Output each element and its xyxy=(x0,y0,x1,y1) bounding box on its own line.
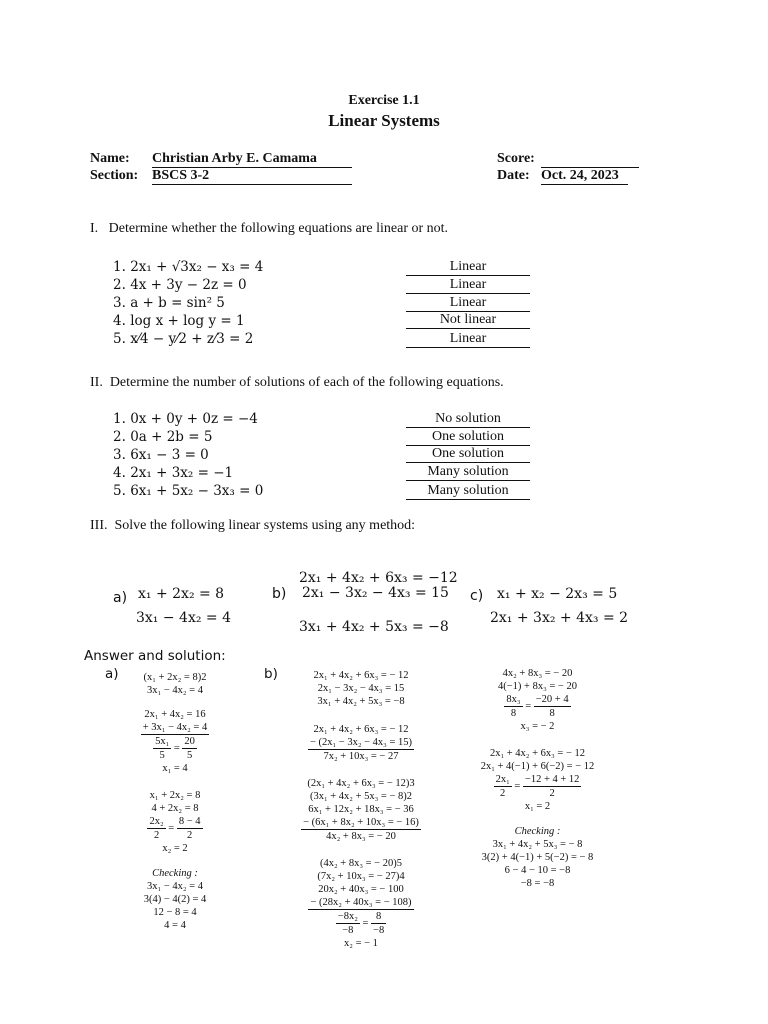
equation: 2x₁ + 3x₂ = −1 xyxy=(130,465,234,481)
part1-item-4 xyxy=(113,313,245,329)
step: 3x₁ + 4x₂ + 5x₃ = − 8 xyxy=(492,839,583,850)
item-number: 1. xyxy=(113,411,126,427)
step: 6 − 4 − 10 = −8 xyxy=(504,865,571,876)
step: (3x₁ + 4x₂ + 5x₃ = − 8)2 xyxy=(309,791,413,802)
system-c-eq2: 2x₁ + 3x₂ + 4x₃ = 2 xyxy=(490,610,629,626)
system-b-eq2: 2x₁ − 3x₂ − 4x₃ = 15 xyxy=(302,585,449,601)
fraction-step: $\frac{\text{2x₁}}{2}$ = $\frac{-12 + 4 + 12}{2}$ xyxy=(495,774,580,799)
equation: 2x₁ + √3x₂ − x₃ = 4 xyxy=(130,259,264,275)
part1-answer-4: Not linear xyxy=(406,312,530,329)
section-label: Section: xyxy=(90,168,139,183)
step: 2x₁ + 4(−1) + 6(−2) = − 12 xyxy=(480,761,595,772)
step: 12 − 8 = 4 xyxy=(153,907,197,918)
item-number: 5. xyxy=(113,483,126,499)
solution-b-label: b) xyxy=(264,666,278,682)
step: 3(4) − 4(2) = 4 xyxy=(143,894,207,905)
item-number: 2. xyxy=(113,277,126,293)
part3-instruction: III. Solve the following linear systems using any method: xyxy=(90,518,416,533)
step: x₁ + 2x₂ = 8 xyxy=(149,790,201,801)
fraction-step: $\frac{\text{2x₂}}{2}$ = $\frac{8 - 4}{2}$ xyxy=(149,816,201,841)
step: − (28x₂ + 40x₃ = − 108) xyxy=(310,897,412,908)
equation: 4x + 3y − 2z = 0 xyxy=(130,277,247,293)
system-a-label: a) xyxy=(113,590,128,606)
item-number: 3. xyxy=(113,447,126,463)
result: x₁ = 4 xyxy=(162,763,188,774)
result: x₃ = − 2 xyxy=(520,721,555,732)
step: − (6x₁ + 8x₂ + 10x₃ = − 16) xyxy=(303,817,419,828)
step: 6x₁ + 12x₂ + 18x₃ = − 36 xyxy=(308,804,414,815)
part1-answer-5: Linear xyxy=(406,331,530,348)
system-b-label: b) xyxy=(272,586,287,602)
part1-instruction: I. Determine whether the following equations are linear or not. xyxy=(90,221,449,236)
fraction-step: $\frac{\text{5x₁}}{5}$ = $\frac{20}{5}$ xyxy=(155,736,195,761)
section-value: BSCS 3-2 xyxy=(152,168,352,185)
item-number: 5. xyxy=(113,331,126,347)
solution-c-work xyxy=(455,667,620,890)
step: 3(2) + 4(−1) + 5(−2) = − 8 xyxy=(481,852,594,863)
equation: 6x₁ − 3 = 0 xyxy=(130,447,209,463)
step: 3x₁ − 4x₂ = 4 xyxy=(147,685,203,696)
step: 4x₂ + 8x₃ = − 20 xyxy=(502,668,573,679)
date-value: Oct. 24, 2023 xyxy=(541,168,628,185)
name-label: Name: xyxy=(90,151,130,166)
part2-item-1 xyxy=(113,411,258,427)
result: x₁ = 2 xyxy=(524,801,551,812)
equation: log x + log y = 1 xyxy=(130,313,245,329)
step: (x₁ + 2x₂ = 8)2 xyxy=(143,672,207,683)
system-b-eq1: 2x₁ + 4x₂ + 6x₃ = −12 xyxy=(299,570,458,586)
page-title: Linear Systems xyxy=(328,111,440,130)
item-number: 4. xyxy=(113,465,126,481)
result: x₂ = 2 xyxy=(162,843,188,854)
part1-item-3 xyxy=(113,295,225,311)
part1-answer-1: Linear xyxy=(406,259,530,276)
part2-answer-5: Many solution xyxy=(406,483,530,500)
step: 4 + 2x₂ = 8 xyxy=(151,803,199,814)
equation: 6x₁ + 5x₂ − 3x₃ = 0 xyxy=(130,483,264,499)
part2-answer-1: No solution xyxy=(406,411,530,428)
part1-item-1 xyxy=(113,259,263,275)
item-number: 3. xyxy=(113,295,126,311)
item-number: 4. xyxy=(113,313,126,329)
date-label: Date: xyxy=(497,168,530,183)
step: (2x₁ + 4x₂ + 6x₃ = − 12)3 xyxy=(307,778,415,789)
step: 2x₁ + 4x₂ = 16 xyxy=(144,709,206,720)
equation: 0x + 0y + 0z = −4 xyxy=(130,411,258,427)
part2-answer-4: Many solution xyxy=(406,464,530,481)
item-number: 1. xyxy=(113,259,126,275)
part2-item-2 xyxy=(113,429,212,445)
part2-item-4 xyxy=(113,465,233,481)
equation: 0a + 2b = 5 xyxy=(130,429,213,445)
fraction-step: $\frac{\text{−8x₂}}{-8}$ = $\frac{8}{-8}$ xyxy=(337,911,385,936)
step: 2x₁ + 4x₂ + 6x₃ = − 12 xyxy=(313,724,409,735)
step: + 3x₁ − 4x₂ = 4 xyxy=(142,722,208,733)
exercise-number: Exercise 1.1 xyxy=(348,93,420,108)
result: 4x₂ + 8x₃ = − 20 xyxy=(326,831,396,842)
part1-item-2 xyxy=(113,277,247,293)
step: 2x₁ + 4x₂ + 6x₃ = − 12 xyxy=(489,748,586,759)
step: 3x₁ − 4x₂ = 4 xyxy=(147,881,203,892)
step: 2x₁ + 4x₂ + 6x₃ = − 12 xyxy=(313,670,409,681)
part2-instruction: II. Determine the number of solutions of each of the following equations. xyxy=(90,375,504,390)
system-a-eq2: 3x₁ − 4x₂ = 4 xyxy=(136,610,231,626)
step: 3x₁ + 4x₂ + 5x₃ = −8 xyxy=(317,696,405,707)
solution-b-work xyxy=(290,669,432,950)
system-c-label: c) xyxy=(470,588,484,604)
step: 4 = 4 xyxy=(164,920,186,931)
step: 4(−1) + 8x₃ = − 20 xyxy=(498,681,577,692)
part1-answer-2: Linear xyxy=(406,277,530,294)
step: 2x₁ − 3x₂ − 4x₃ = 15 xyxy=(317,683,405,694)
part1-item-5 xyxy=(113,331,253,347)
part1-answer-3: Linear xyxy=(406,295,530,312)
step: (7x₂ + 10x₃ = − 27)4 xyxy=(317,871,405,882)
part2-answer-2: One solution xyxy=(406,429,530,446)
equation: a + b = sin² 5 xyxy=(130,295,225,311)
equation: x⁄4 − y⁄2 + z⁄3 = 2 xyxy=(130,331,254,347)
score-value xyxy=(541,151,639,168)
result: x₂ = − 1 xyxy=(344,938,378,949)
checking-label: Checking : xyxy=(152,868,198,879)
system-b-eq3: 3x₁ + 4x₂ + 5x₃ = −8 xyxy=(299,619,449,635)
system-c-eq1: x₁ + x₂ − 2x₃ = 5 xyxy=(497,586,618,602)
item-number: 2. xyxy=(113,429,126,445)
name-value: Christian Arby E. Camama xyxy=(152,151,352,168)
part2-answer-3: One solution xyxy=(406,446,530,463)
solution-a-work xyxy=(122,671,228,932)
step: − (2x₁ − 3x₂ − 4x₃ = 15) xyxy=(309,737,413,748)
fraction-step: $\frac{\text{8x₃}}{8}$ = $\frac{-20 + 4}{8}$ xyxy=(506,694,569,719)
step: (4x₂ + 8x₃ = − 20)5 xyxy=(320,858,402,869)
part2-item-3 xyxy=(113,447,209,463)
solution-a-label: a) xyxy=(105,666,119,682)
solution-heading: Answer and solution: xyxy=(84,648,226,664)
step: −8 = −8 xyxy=(520,878,555,889)
score-label: Score: xyxy=(497,151,535,166)
checking-label: Checking : xyxy=(514,826,561,837)
part2-item-5 xyxy=(113,483,263,499)
system-a-eq1: x₁ + 2x₂ = 8 xyxy=(138,586,225,602)
result: 7x₂ + 10x₃ = − 27 xyxy=(323,751,399,762)
step: 20x₂ + 40x₃ = − 100 xyxy=(318,884,404,895)
